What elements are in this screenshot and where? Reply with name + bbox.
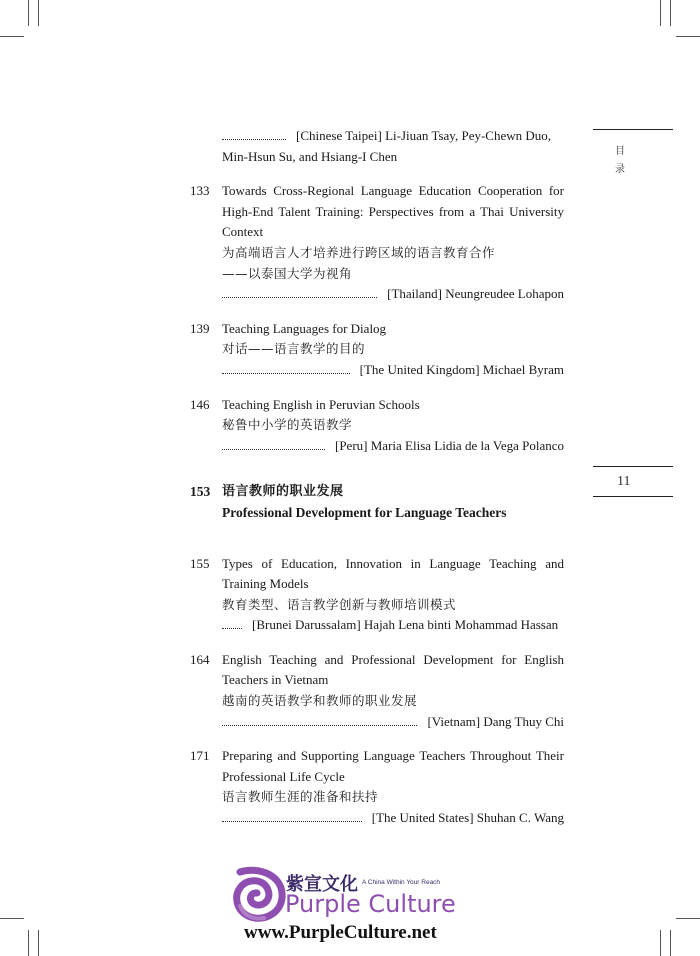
side-label: 录 (615, 164, 625, 175)
leader-dots (222, 297, 377, 298)
entry-page-number: 146 (190, 396, 210, 412)
table-of-contents (190, 126, 564, 843)
entry-title-en: Types of Education, Innovation in Language Teaching and Training Models (222, 555, 564, 592)
entry-page-number: 133 (190, 183, 210, 199)
entry-title-en: English Teaching and Professional Development for English Teachers in Vietnam (222, 651, 564, 688)
entry-title-cn: 教育类型、语言教学创新与教师培训模式 (222, 596, 457, 612)
side-rule-bottom (593, 496, 673, 497)
entry-title-en: Preparing and Supporting Language Teachers Throughout Their Professional Life Cycle (222, 748, 564, 784)
entry-title-cn: 语言教师生涯的准备和扶持 (222, 789, 379, 805)
entry-title-en: Teaching English in Peruvian Schools (222, 396, 420, 412)
toc-entry (190, 395, 564, 457)
crop-mark (676, 36, 700, 37)
entry-author-cont: Min-Hsun Su, and Hsiang-I Chen (222, 148, 398, 164)
logo-url: www.PurpleCulture.net (244, 922, 437, 943)
section-heading (190, 482, 564, 523)
side-rule-top (593, 129, 673, 130)
crop-mark (28, 930, 29, 956)
logo-tagline: A China Within Your Reach (362, 879, 441, 886)
section-title-cn: 语言教师的职业发展 (222, 484, 344, 500)
crop-mark (660, 930, 661, 956)
section-title-en: Professional Development for Language Teachers (222, 504, 507, 520)
crop-mark (660, 0, 661, 26)
leader-dots (222, 373, 350, 374)
entry-page-number: 155 (190, 555, 210, 571)
entry-title-cn: 为高端语言人才培养进行跨区域的语言教育合作 (222, 244, 496, 260)
entry-title-cn: 秘鲁中小学的英语教学 (222, 417, 353, 433)
entry-author-line (222, 436, 564, 457)
entry-author-line (222, 808, 564, 829)
entry-author: [Brunei Darussalam] Hajah Lena binti Mohammad Hassan (252, 617, 559, 633)
crop-mark (0, 918, 24, 919)
entry-body (222, 126, 564, 167)
leader-dots (222, 449, 325, 450)
toc-entry (190, 126, 564, 167)
crop-mark (28, 0, 29, 26)
section-page-number: 153 (190, 484, 211, 500)
entry-author-line (222, 360, 564, 381)
entry-title-cn: 对话——语言教学的目的 (222, 341, 366, 357)
entry-title-en: Towards Cross-Regional Language Education Cooperation for High-End Talent Training: Perspectives from a Thai University Context (222, 183, 564, 240)
crop-mark (38, 0, 39, 26)
entry-author: [Vietnam] Dang Thuy Chi (427, 713, 564, 729)
side-rule-mid (593, 466, 673, 467)
page-number: 11 (617, 474, 631, 489)
logo-en: Purple Culture (285, 890, 456, 918)
entry-title-cn: ——以泰国大学为视角 (222, 265, 353, 281)
watermark-logo (228, 862, 478, 942)
entry-title-cn: 越南的英语教学和教师的职业发展 (222, 693, 418, 709)
crop-mark (676, 918, 700, 919)
entry-author-line (222, 712, 564, 733)
crop-mark (38, 930, 39, 956)
toc-entry (190, 746, 564, 828)
entry-body (222, 650, 564, 732)
crop-mark (670, 930, 671, 956)
leader-dots (222, 821, 362, 822)
side-label: 目 (615, 146, 625, 157)
entry-body (222, 554, 564, 636)
entry-body (222, 181, 564, 305)
logo-cn: 紫宣文化 (286, 874, 358, 895)
crop-mark (670, 0, 671, 26)
leader-dots (222, 139, 286, 140)
toc-entry (190, 650, 564, 732)
entry-body (222, 395, 564, 457)
leader-dots (222, 725, 417, 726)
entry-author: [Thailand] Neungreudee Lohapon (387, 286, 564, 302)
entry-author: [Peru] Maria Elisa Lidia de la Vega Polanco (335, 437, 564, 453)
entry-author: [Chinese Taipei] Li-Jiuan Tsay, Pey-Chewn Duo, (296, 128, 552, 143)
entry-page-number: 171 (190, 748, 210, 764)
entry-body (222, 319, 564, 381)
entry-author-line (222, 126, 564, 147)
entry-page-number: 139 (190, 320, 210, 336)
entry-author: [The United States] Shuhan C. Wang (371, 810, 564, 826)
entries-before (190, 126, 564, 456)
entry-body (222, 746, 564, 828)
entry-author-line (222, 615, 564, 636)
toc-entry (190, 181, 564, 305)
crop-mark (0, 36, 24, 37)
entry-author-line (222, 284, 564, 305)
leader-dots (222, 628, 242, 629)
entry-author: [The United Kingdom] Michael Byram (359, 361, 564, 377)
toc-entry (190, 319, 564, 381)
toc-entry (190, 554, 564, 636)
purple-culture-mark-icon (230, 866, 286, 922)
entry-page-number (190, 126, 222, 167)
entry-page-number: 164 (190, 651, 210, 667)
entries-after (190, 554, 564, 829)
entry-title-en: Teaching Languages for Dialog (222, 320, 387, 336)
